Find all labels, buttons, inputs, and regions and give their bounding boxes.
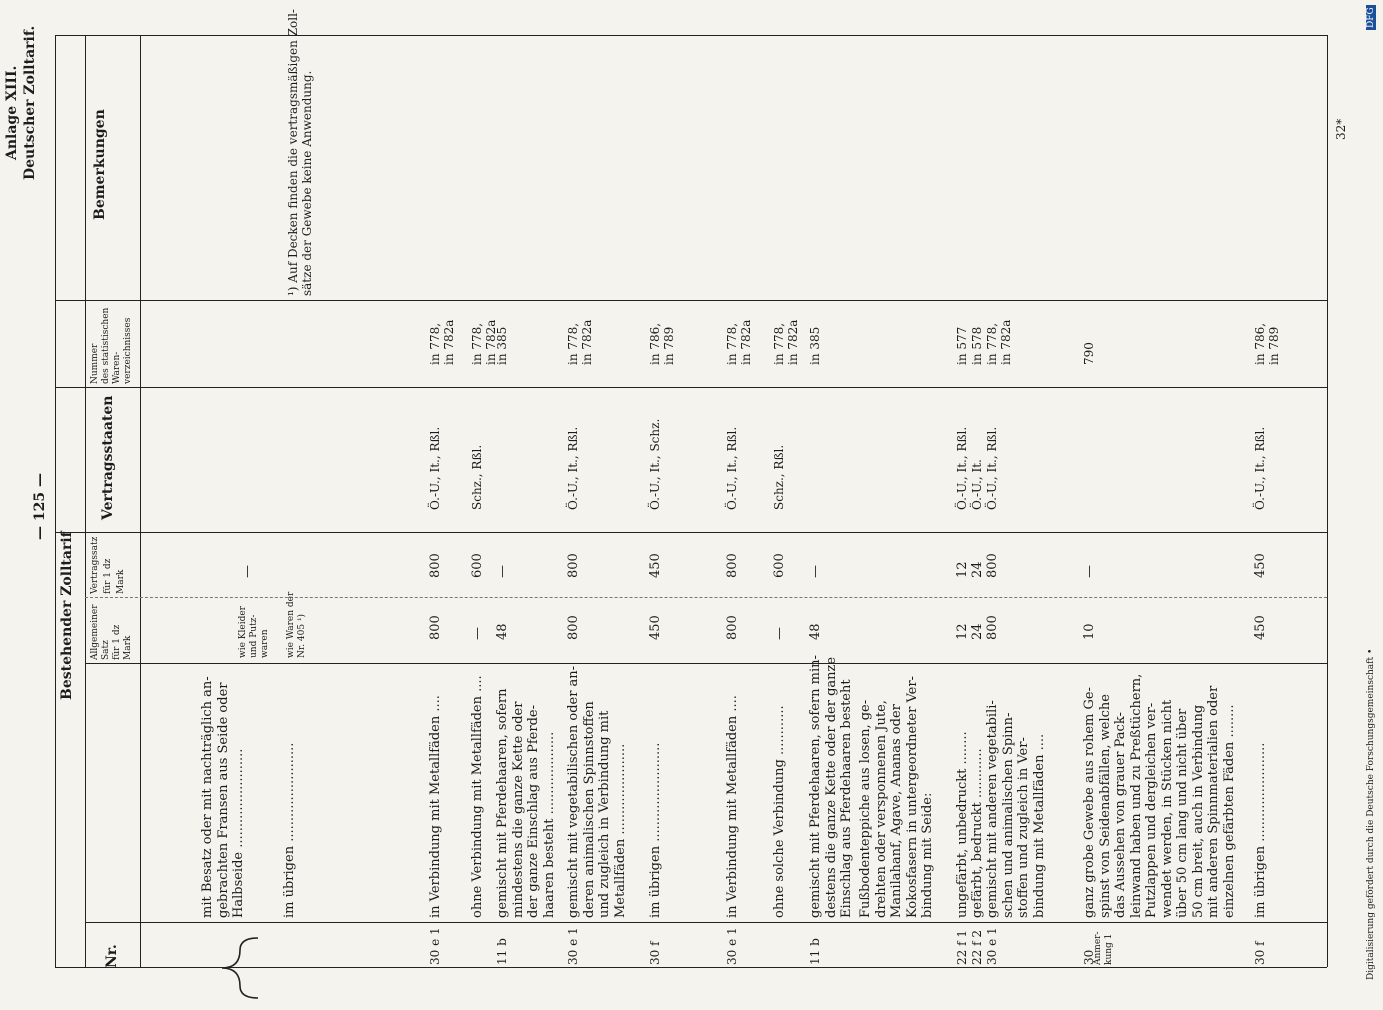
row-description: in Verbindung mit Metallfäden .... [725, 695, 740, 918]
header-allgemeiner: Allgemeiner [90, 604, 100, 660]
row-nr: kung 1 [1104, 933, 1114, 965]
row-stat-nummer: in 778, [428, 322, 442, 365]
row-description: ungefärbt, unbedruckt ........ [955, 731, 970, 918]
row-vertragssatz: 800 [725, 553, 740, 578]
row-nr: Anmer- [1093, 931, 1103, 965]
row-description: gemischt mit Pferdehaaren, sofern [495, 688, 510, 918]
row-stat-nummer: in 782a [786, 319, 800, 365]
row-vertragsstaaten: Ö.-U., It., Schz. [648, 418, 662, 510]
row-vertragsstaaten: Ö.-U., It., Rßl. [985, 426, 999, 510]
row-description: das Aussehen von grauer Pack- [1113, 712, 1128, 918]
row-nr: 30 f [648, 941, 662, 965]
row-allgemeiner-satz: — [772, 627, 787, 640]
header-nummer: Waren- [112, 351, 122, 384]
row-vertragsstaaten: Ö.-U., It. [970, 459, 984, 510]
row-vertragssatz: 24 [970, 561, 985, 578]
rule-header-bottom [140, 35, 141, 967]
row-allgemeiner-satz: 48 [808, 623, 823, 640]
row-description: ganz grobe Gewebe aus rohem Ge- [1082, 687, 1097, 918]
row-description: ohne solche Verbindung ............ [772, 705, 787, 918]
row-description: im übrigen ........................ [648, 742, 663, 918]
header-nummer: verzeichnisses [123, 317, 133, 384]
row-stat-nummer: in 789 [1267, 326, 1281, 365]
row-stat-nummer: in 577 [955, 326, 969, 365]
side-note-wie-kleider: wie Kleider [238, 606, 248, 658]
row-description: gemischt mit Pferdehaaren, sofern min- [808, 655, 823, 918]
rule-col-stat [55, 300, 1327, 301]
rule-col-nr [85, 922, 1327, 923]
row-nr: 30 e 1 [725, 927, 739, 965]
row-stat-nummer: in 789 [662, 326, 676, 365]
header-nummer: des statistischen [101, 307, 111, 384]
row-vertragssatz: — [495, 565, 510, 578]
row-allgemeiner-satz: 800 [985, 615, 1000, 640]
anlage-subtitle: Deutscher Zolltarif. [22, 25, 38, 180]
row-vertragsstaaten: Ö.-U., It., Rßl. [566, 426, 580, 510]
row-allgemeiner-satz: 12 [955, 623, 970, 640]
header-allgemeiner: Satz [101, 640, 111, 660]
side-note-wie-waren: wie Waren der [286, 591, 296, 658]
row-allgemeiner-satz: 10 [1082, 623, 1097, 640]
row-vertragsstaaten: Ö.-U., It., Rßl. [1253, 426, 1267, 510]
row-description: mindestens die ganze Kette oder [510, 701, 526, 918]
row-description: bindung mit Seide: [920, 792, 935, 918]
row-vertragssatz: 12 [955, 561, 970, 578]
row-description: Manilahanf, Agave, Ananas oder [889, 704, 904, 918]
row-description: 50 cm breit, auch in Verbindung [1190, 704, 1206, 918]
rule-col-vert [55, 532, 1327, 533]
row-vertragsstaaten: Ö.-U., It., Rßl. [428, 426, 442, 510]
row-vertragsstaaten: Schz., Rßl. [772, 444, 786, 510]
row-stat-nummer: in 385 [495, 326, 509, 365]
row-allgemeiner-satz: 24 [970, 623, 985, 640]
row-stat-nummer: in 778, [772, 322, 786, 365]
row-nr: 30 f [1253, 941, 1267, 965]
header-vertragsstaaten: Vertragsstaaten [100, 395, 116, 520]
row-description: Halbseide ........................ [231, 748, 246, 918]
side-note-wie-waren: Nr. 405 ¹) [297, 613, 307, 658]
bemerkungen-footnote: ¹) Auf Decken finden die vertragsmäßigen Zoll- [286, 9, 300, 296]
rule-top [55, 35, 1327, 36]
header-nummer: Nummer [90, 343, 100, 384]
bemerkungen-footnote: sätze der Gewebe keine Anwendung. [300, 70, 314, 296]
row-stat-nummer: in 782a [999, 319, 1013, 365]
row-vertragsstaaten: Ö.-U., It., Rßl. [955, 426, 969, 510]
header-vertragssatz: für 1 dz [103, 558, 113, 594]
row-description: deren animalischen Spinnstoffen [581, 701, 597, 918]
row-stat-nummer: in 786, [648, 322, 662, 365]
row-nr: 22 f 1 [955, 930, 969, 965]
row-stat-nummer: in 786, [1253, 322, 1267, 365]
rule-col-desc [85, 663, 1327, 664]
row-stat-nummer: in 778, [985, 322, 999, 365]
row-stat-nummer: 790 [1082, 342, 1096, 365]
row-nr: 30 [1082, 949, 1096, 965]
row-stat-nummer: in 385 [808, 326, 822, 365]
row-stat-nummer: in 782a [580, 319, 594, 365]
row-nr: 30 e 1 [566, 927, 580, 965]
header-bemerkungen: Bemerkungen [92, 109, 108, 220]
row-stat-nummer: in 782a [739, 319, 753, 365]
page-number: — 125 — [32, 473, 48, 540]
header-vertragssatz: Vertragssatz [90, 536, 100, 594]
rule-header-sub [85, 35, 86, 967]
curly-brace-icon [220, 930, 260, 1010]
header-nr: Nr. [104, 944, 120, 968]
row-allgemeiner-satz: 800 [428, 615, 443, 640]
row-vertragssatz: 600 [470, 553, 485, 578]
row-description: Einschlag aus Pferdehaaren besteht [839, 679, 854, 918]
row-vertragsstaaten: Ö.-U., It., Rßl. [725, 426, 739, 510]
row-stat-nummer: in 782a [442, 319, 456, 365]
row-nr: 30 e 1 [985, 927, 999, 965]
row-description: wendet werden, in Stücken nicht [1159, 699, 1175, 918]
row-allgemeiner-satz: 450 [648, 615, 663, 640]
row-description: spinst von Seidenabfällen, welche [1097, 694, 1113, 918]
row-description: der ganze Einschlag aus Pferde- [526, 705, 541, 918]
row-description: haaren besteht .................... [541, 731, 557, 918]
row-description: Metallfäden ...................... [612, 743, 628, 918]
row-vertragssatz: 600 [772, 553, 787, 578]
row-stat-nummer: in 778, [725, 322, 739, 365]
row-description: mit anderen Spinnmaterialien oder [1206, 685, 1221, 918]
row-vertragsstaaten: Schz., Rßl. [470, 444, 484, 510]
row-description: Putzlappen und dergleichen ver- [1144, 702, 1159, 918]
row-description: einzelnen gefärbten Fäden ........ [1221, 704, 1237, 918]
row-description: ohne Verbindung mit Metallfäden .... [470, 675, 485, 918]
row-vertragssatz: 800 [428, 553, 443, 578]
row-description: destens die ganze Kette oder der ganze [823, 656, 839, 918]
row-description: über 50 cm lang und nicht über [1175, 708, 1190, 918]
row-description: gemischt mit vegetabilischen oder an- [566, 665, 581, 918]
row-description: im übrigen ........................ [1253, 742, 1268, 918]
row-allgemeiner-satz: 800 [566, 615, 581, 640]
row-description: in Verbindung mit Metallfäden .... [428, 695, 443, 918]
row-nr: 30 e 1 [428, 927, 442, 965]
row-description: drehten oder versponnenen Jute, [873, 700, 889, 918]
row-vertragssatz: — [1082, 565, 1097, 578]
side-note-wie-kleider: und Putz- [249, 614, 259, 658]
rule-left [55, 35, 56, 967]
row-vertragssatz: 450 [1253, 553, 1268, 578]
row-nr: 22 f 2 [970, 930, 984, 965]
side-note-wie-kleider: waren [260, 629, 270, 658]
row-vertragssatz: 800 [985, 553, 1000, 578]
header-allgemeiner: für 1 dz [112, 624, 122, 660]
signature-mark: 32* [1334, 118, 1348, 140]
row-allgemeiner-satz: 800 [725, 615, 740, 640]
row-description: leinwand haben und zu Preßtüchern, [1128, 673, 1144, 918]
row-vertragssatz: — [808, 565, 823, 578]
row-description: gemischt mit anderen vegetabili- [985, 700, 1000, 918]
row-allgemeiner-satz: — [470, 627, 485, 640]
row-description: mit Besatz oder mit nachträglich an- [200, 676, 215, 918]
row-description: schen und animalischen Spinn- [1000, 712, 1016, 918]
row-description: im übrigen ........................ [282, 742, 297, 918]
rule-col-allg [85, 597, 1327, 598]
row-vertragssatz: 450 [648, 553, 663, 578]
row-description: bindung mit Metallfäden .... [1031, 733, 1047, 918]
row-description: gefärbt, bedruckt ............ [970, 748, 985, 918]
row-nr: 11 b [495, 938, 509, 965]
row-nr: 11 b [808, 938, 822, 965]
row-stat-nummer: in 782a [484, 319, 498, 365]
digitization-note: Digitalisierung gefördert durch die Deutsche Forschungsgemeinschaft • [1366, 648, 1376, 980]
anlage-title: Anlage XIII. [4, 65, 20, 160]
row-stat-nummer: in 778, [470, 322, 484, 365]
row-stat-nummer: in 778, [566, 322, 580, 365]
row-description: Fußbodenteppiche aus losen, ge- [858, 699, 873, 918]
row-stat-nummer: in 578 [970, 326, 984, 365]
row-description: gebrachten Fransen aus Seide oder [215, 682, 231, 918]
rule-right [1327, 35, 1328, 967]
header-bestehender: Bestehender Zolltarif [59, 531, 75, 700]
row-description: stoffen und zugleich in Ver- [1016, 737, 1031, 918]
header-vertragssatz: Mark [116, 569, 126, 594]
row-allgemeiner-satz: 48 [495, 623, 510, 640]
row-vertragssatz: — [240, 565, 255, 578]
rule-col-staaten [55, 387, 1327, 388]
header-allgemeiner: Mark [123, 635, 133, 660]
row-description: und zugleich in Verbindung mit [597, 710, 612, 918]
row-vertragssatz: 800 [566, 553, 581, 578]
row-allgemeiner-satz: 450 [1253, 615, 1268, 640]
row-description: Kokosfasern in untergeordneter Ver- [904, 676, 920, 918]
dfg-logo-icon: DFG [1366, 7, 1376, 28]
